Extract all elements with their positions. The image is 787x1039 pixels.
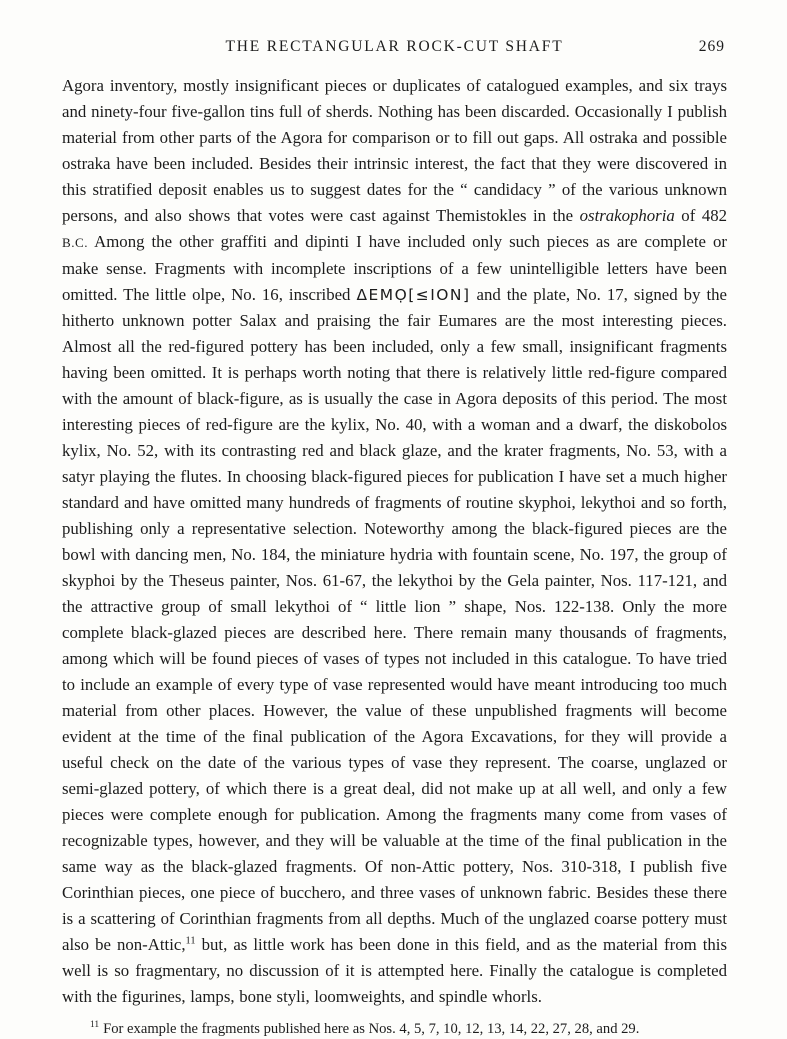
body-segment-text: and the plate, No. 17, signed by the hitherto unknown potter Salax and praising the fair Eumares are the most interesting pieces. Almost all the red-figured pottery has been included, only a few small, insignificant fragments having been omitted. It is perhaps worth noting that there is relatively little red-figure compared with the amount of black-figure, as is usually the case in Agora deposits of this period. The most interesting pieces of red-figure are the kylix, No. 40, with a woman and a dwarf, the diskobolos kylix, No. 52, with its contrasting red and black glaze, and the krater fragments, No. 53, with a satyr playing the flutes. In choosing black-figured pieces for publication I have set a much higher standard and have omitted many hundreds of fragments of routine skyphoi, lekythoi and so forth, publishing only a representative selection. Noteworthy among the black-figured pieces are the bowl with dancing men, No. 184, the miniature hydria with fountain scene, No. 197, the group of skyphoi by the Theseus painter, Nos. 61-67, the lekythoi by the Gela painter, Nos. 117-121, and the attractive group of small lekythoi of “ little lion ” shape, Nos. 122-138. Only the more complete black-glazed pieces are described here. There remain many thousands of fragments, among which will be found pieces of vases of types not included in this catalogue. To have tried to include an example of every type of vase represented would have meant introducing too much material from other places. However, the value of these unpublished fragments will become evident at the time of the final publication of the Agora Excavations, for they will provide a useful check on the date of the various types of vase they represent. The coarse, unglazed or semi-glazed pottery, of which there is a great deal, did not make up at all well, and only a few pieces were complete enough for publication. Among the fragments many come from vases of recognizable types, however, and they will be valuable at the time of the final publication in the same way as the black-glazed fragments. Of non-Attic pottery, Nos. 310-318, I publish five Corinthian pieces, one piece of bucchero, and three vases of unknown fabric. Besides these there is a scattering of Corinthian fragments from all depths. Much of the unglazed coarse pottery must also be non-Attic, — [62, 285, 727, 954]
footnote-text: For example the fragments published here as Nos. 4, 5, 7, 10, 12, 13, 14, 22, 27, 28, and 29. — [103, 1021, 640, 1037]
body-segment-italic: ostrakophoria — [579, 206, 675, 225]
body-paragraph — [62, 73, 727, 1010]
body-segment-text: of 482 — [674, 206, 727, 225]
page-number: 269 — [698, 38, 725, 55]
body-segment-text: but, as little work has been done in this field, and as the material from this well is so fragmentary, no discussion of it is attempted here. Finally the catalogue is completed with the figurines, lamps, bone styli, loomweights, and spindle whorls. — [62, 935, 727, 1006]
footnote-marker: 11 — [90, 1020, 100, 1031]
footnote — [62, 1019, 727, 1039]
body-segment-text: Agora inventory, mostly insignificant pieces or duplicates of catalogued examples, and six trays and ninety-four five-gallon tins full of sherds. Nothing has been discarded. Occasionally I publish material from other parts of the Agora for comparison or to fill out gaps. All ostraka and possible ostraka have been included. Besides their intrinsic interest, the fact that they were discovered in this stratified deposit enables us to suggest dates for the “ candidacy ” of the various unknown persons, and also shows that votes were cast against Themistokles in the — [62, 76, 727, 225]
running-head-title: THE RECTANGULAR ROCK-CUT SHAFT — [225, 38, 564, 55]
body-segment-text: Among the other graffiti and dipinti I have included only such pieces as are complete or make sense. Fragments with incomplete inscriptions of a few unintelligible letters have been omitted. The little olpe, No. 16, inscribed — [62, 232, 727, 304]
page-header — [62, 38, 727, 58]
body-segment-sup: 11 — [185, 935, 196, 947]
body-segment-smallcaps: B.C. — [62, 235, 89, 250]
body-segment-greek: ΔEMỌ[≤ION] — [356, 286, 471, 304]
